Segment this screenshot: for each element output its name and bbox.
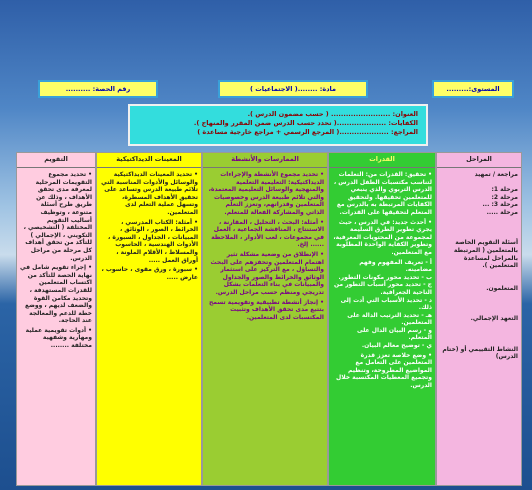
evaluation-header: التقويم [17, 153, 95, 168]
materials-text-2: • أمثلة: الكتاب المدرسي ، الخرائط ، الصور ، الوثائق ، المبيانات ، الجداول ، السبورة ، الأدوات الهندسية ، الحاسوب والمسلاط ، الأقلام الملونة ، أوراق العمل ..... [107, 218, 198, 264]
activities-text-1: • تحديد مجموع الأنشطة والإجراءات الديداكتيكية: التعليمية التعلمية والمنهجية والوسائل التعليمية المعتمدة، والتي تلائم طبيعة الدرس وخصوصيات المتعلمين وقدراتهم، وتعزز التعلم الذاتي والمشاركة الفعالة للمتعلم. [208, 171, 324, 216]
materials-text-3: • سبورة ، ورق مقوى ، حاسوب ، عارض ..... [101, 266, 198, 281]
activities-column [202, 152, 328, 486]
abilities-text-4: • وضع خلاصة تعزز قدرة المتعلمين على التعامل مع المواضيع المطروحة، وتنظيم وتجميع المعطيات المكتسبة خلال الدرس. [336, 351, 432, 390]
stages-column [436, 152, 522, 486]
lesson-title: العنوان: ........................ ( حسب مضمون الدرس ). [247, 110, 418, 118]
activities-header: الممارسات والأنشطة [203, 153, 327, 168]
abilities-column [328, 152, 436, 486]
materials-text-1: • تحديد المعينات الديداكتيكية والوسائل والأدوات المناسبة التي تلائم طبيعة الدرس وتساعد على تحقيق الأهداف المسطرة، وتسهل عملية التعلم لدى المتعلمين. [101, 171, 198, 216]
abilities-text-1: • تحقيق: القدرات من: التعلمات لتناسب مكتسبات الطفل الدرس ، الدرس التربوي والذي ينبغي للمتعلمين تحقيقها. ولتحقيق الكفايات المرتبطة به بالدرس مع المتعلم لتحقيقها على القدرات. [333, 171, 432, 216]
subject-box [218, 80, 368, 98]
lesson-competencies: الكفايات: ....................( تحدد حسب الدرس ضمن المقرر والمنهاج ). [193, 119, 418, 127]
abilities-text-2: • أحدث جديد: في الدرس ، حيث يجري تطوير الطرق السليمة لمجموعة من المحتويات المعرفية، وتطوير الكفاية الواحدة المطلوبة مع المتعلمين. [333, 218, 432, 256]
level-box [432, 80, 514, 98]
abilities-header: القدرات [329, 153, 435, 168]
evaluation-column [16, 152, 96, 486]
session-number-label: رقم الحصة: .......... [65, 85, 131, 93]
abilities-text-3: أ - تعريف المفهوم وفهم مضامينه. ب - تحديد محور مكونات التطور. ج - تحديد محور أسباب التطور من الناحية الجغرافية. د - تحديد الأسباب التي أدت إلى ذلك. هـ - تحديد الترتيب الدالة على المتعلمين. و - رسم البيان الدال على المتعلم. ي - توضيح معالم البيان. [334, 258, 432, 350]
lesson-info-box [128, 104, 428, 146]
materials-header: المعينات الديداكتيكية [97, 153, 201, 168]
activities-text-2: • أمثلة: البحث ، التحليل ، المقارنة ، الاستنتاج ، المناقشة الجماعية ، العمل في مجموعات ، لعب الأدوار ، الملاحظة ...... إلخ. [211, 218, 324, 249]
activities-text-3: • الإنطلاق من وضعية مشكلة تثير اهتمام المتعلمين وتحفزهم على البحث والتساؤل ، مع التركيز على استثمار الوثائق والخرائط والصور والجداول والمبيانات في بناء التعلمات بشكل تدريجي ومنظم حسب مراحل الدرس. [210, 250, 324, 296]
lesson-references: المراجع: ....................( المرجع الرسمي + مراجع خارجية مساعدة ) [197, 128, 418, 136]
subject-label: مادة: ........( الاجتماعيات ) [250, 85, 336, 93]
materials-column [96, 152, 202, 486]
stages-text: مراجعة / تمهيد مرحلة 1: مرحلة 2: مرحلة 3: ... مرحلة ..... أسئلة التقويم الخاصة بالمتعلمين ( المرتبطة بالمراحل لمساعدة المتعلمين ). المتعلمون. التعهد الإجمالي. النشاط التقييمي أو (ختام الدرس) [442, 171, 518, 361]
activities-text-4: • إنجاز أنشطة تطبيقية وتقويمية تسمح بتتبع مدى تحقق الأهداف وتثبيت المكتسبات لدى المتعلمين. [208, 298, 324, 321]
evaluation-text-3: • أدوات تقويمية عملية ومهارية وشفهية مختلفة ........ [25, 326, 92, 350]
level-label: المستوى:......... [446, 85, 500, 93]
stages-header: المراحل [437, 153, 521, 168]
evaluation-text-2: • إجراء تقويم شامل في نهاية الحصة للتأكد من اكتساب المتعلمين للقدرات المستهدفة ، وتحديد مكامن القوة والضعف لديهم ، ووضع خطة للدعم والمعالجة عند الحاجة. [20, 264, 92, 325]
evaluation-text-1: • تحديد مجموع التقويمات المرحلية لمعرفة مدى تحقق الأهداف ، وذلك عن طريق طرح أسئلة متنوعة ، وتوظيف أساليب التقويم المختلفة ( التشخيصي ، التكويني ، الإجمالي ) للتأكد من تحقق أهداف كل مرحلة من مراحل الدرس. [23, 171, 92, 262]
session-number-box [38, 80, 158, 98]
